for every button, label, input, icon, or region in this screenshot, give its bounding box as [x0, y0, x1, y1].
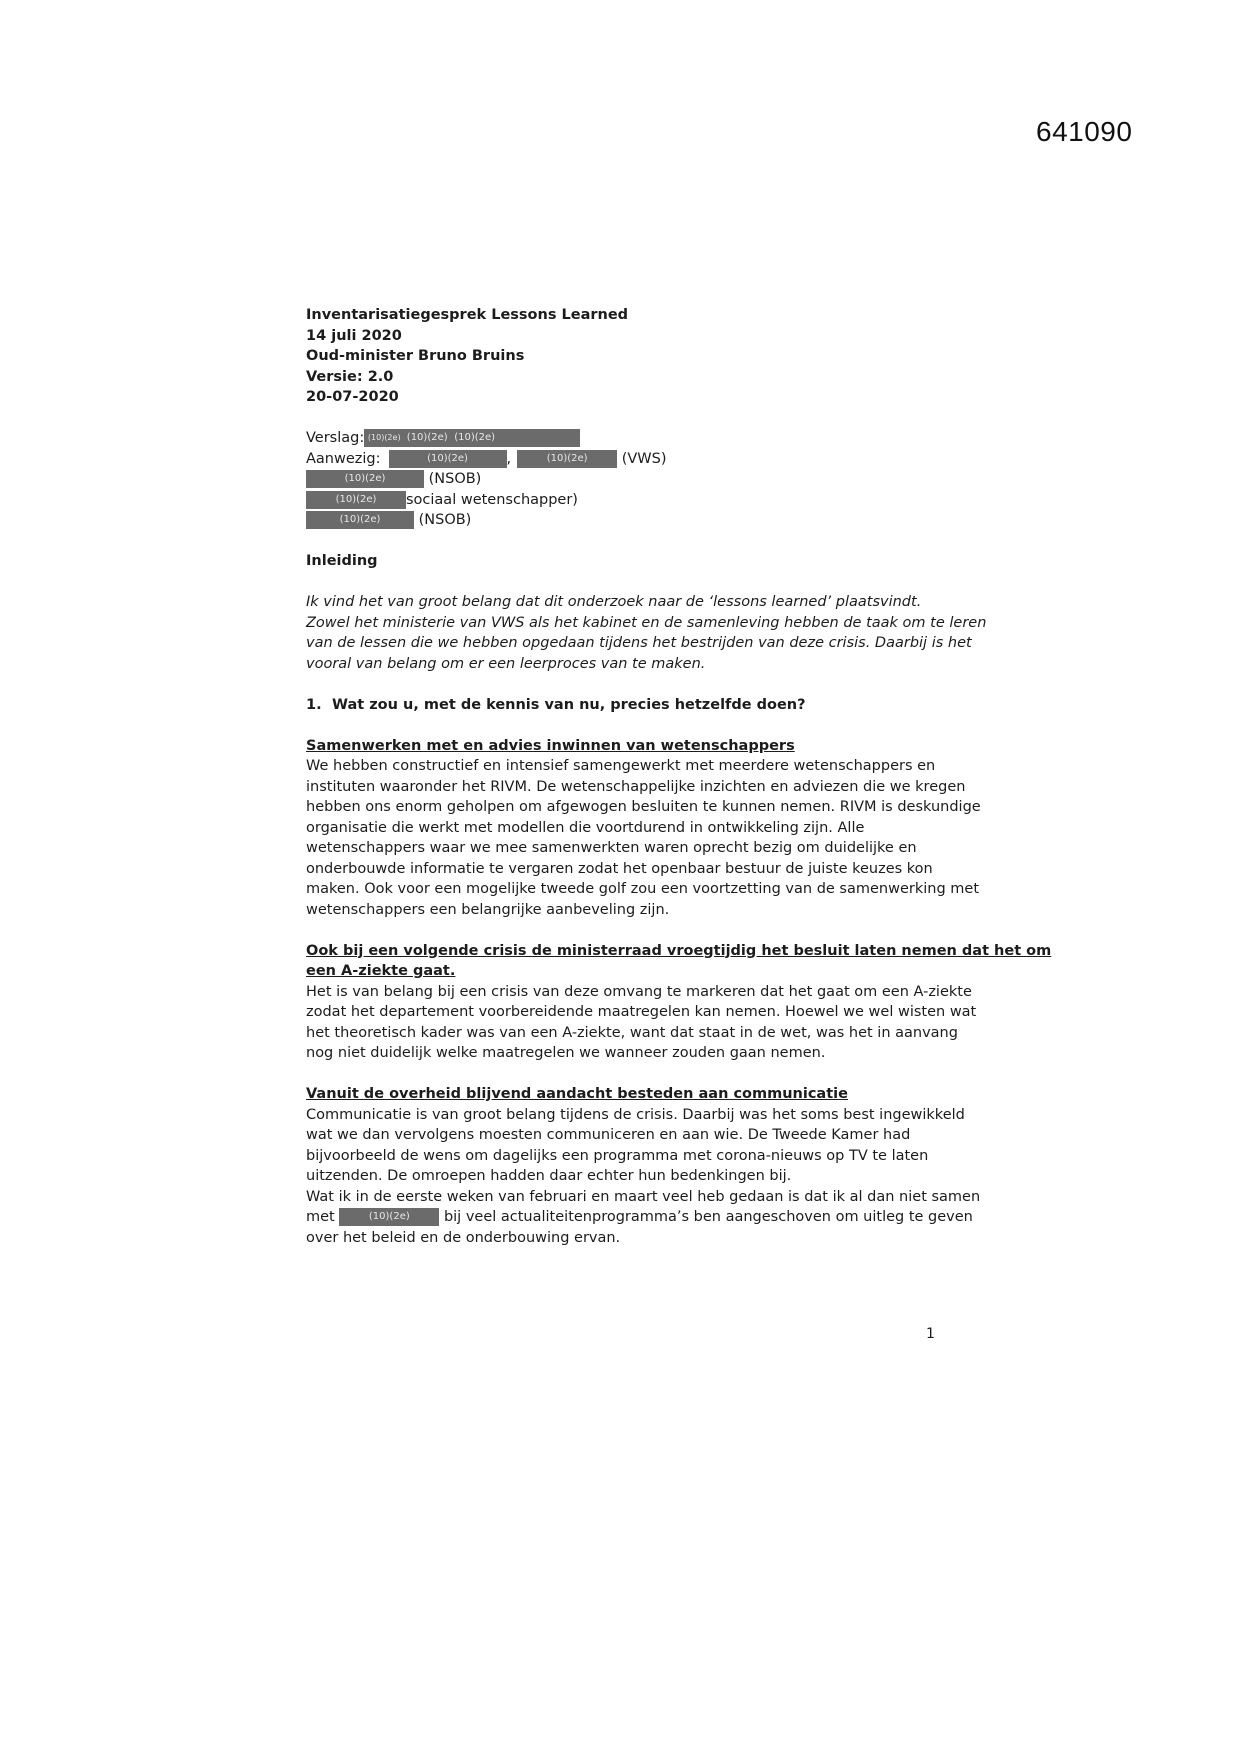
aanwezig-label: Aanwezig: — [306, 450, 381, 467]
sociaal-label: sociaal wetenschapper) — [406, 491, 578, 508]
redaction-block: (10)(2e) — [389, 450, 507, 468]
paragraph-line: bijvoorbeeld de wens om dagelijks een programma met corona-nieuws op TV te laten — [306, 1147, 929, 1164]
doc-date: 14 juli 2020 — [306, 327, 402, 344]
intro-line: van de lessen die we hebben opgedaan tijdens het bestrijden van deze crisis. Daarbij is het — [306, 635, 972, 651]
paragraph-line: Wat ik in de eerste weken van februari en maart veel heb gedaan is dat ik al dan niet samen — [306, 1188, 981, 1205]
document-number: 641090 — [1036, 116, 1133, 147]
paragraph-line: organisatie die werkt met modellen die voortdurend in ontwikkeling zijn. Alle — [306, 819, 865, 836]
paragraph-line: instituten waaronder het RIVM. De wetenschappelijke inzichten en adviezen die we kregen — [306, 778, 966, 795]
intro-line: Ik vind het van groot belang dat dit onderzoek naar de ‘lessons learned’ plaatsvindt. — [306, 594, 922, 610]
paragraph-line: zodat het departement voorbereidende maatregelen kan nemen. Hoewel we wel wisten wat — [306, 1004, 977, 1020]
section-title: Ook bij een volgende crisis de ministerraad vroegtijdig het besluit laten nemen dat het om — [306, 942, 1052, 959]
question-text: Wat zou u, met de kennis van nu, precies hetzelfde doen? — [332, 696, 806, 713]
paragraph-line: wetenschappers waar we mee samenwerkten waren oprecht bezig om duidelijke en — [306, 840, 917, 856]
comma: , — [506, 450, 512, 467]
aanwezig-line — [306, 449, 946, 470]
paragraph-line — [306, 1207, 973, 1228]
doc-version: Versie: 2.0 — [306, 368, 394, 385]
verslag-label: Verslag: — [306, 430, 365, 446]
redaction-block: (10)(2e) — [339, 1208, 439, 1226]
paragraph-line: het theoretisch kader was van een A-ziekte, want dat staat in de wet, was het in aanvang — [306, 1024, 958, 1041]
redaction-block: (10)(2e) — [404, 429, 450, 447]
document-body — [306, 305, 1052, 1248]
vws-label: (VWS) — [621, 450, 667, 467]
paragraph-line: We hebben constructief en intensief samengewerkt met meerdere wetenschappers en — [306, 758, 936, 774]
paragraph-line: onderbouwde informatie te vergaren zodat het openbaar bestuur de juiste keuzes kon — [306, 860, 933, 877]
redaction-block: (10)(2e) — [306, 491, 406, 509]
text-fragment: met — [306, 1209, 335, 1225]
doc-version-date: 20-07-2020 — [306, 389, 399, 405]
section-title: een A-ziekte gaat. — [306, 963, 456, 979]
question-heading — [306, 695, 946, 716]
attendee-line — [306, 510, 946, 531]
nsob-label: (NSOB) — [428, 471, 482, 487]
paragraph-line: over het beleid en de onderbouwing ervan. — [306, 1229, 621, 1246]
text-fragment: bij veel actualiteitenprogramma’s ben aangeschoven om uitleg te geven — [443, 1209, 973, 1225]
intro-line: Zowel het ministerie van VWS als het kabinet en de samenleving hebben de taak om te leren — [306, 614, 987, 631]
intro-line: vooral van belang om er een leerproces van te maken. — [306, 655, 706, 672]
redaction-block: (10)(2e) — [364, 429, 404, 447]
paragraph-line: nog niet duidelijk welke maatregelen we wanneer zouden gaan nemen. — [306, 1045, 826, 1061]
page-number: 1 — [926, 1326, 935, 1342]
paragraph-line: maken. Ook voor een mogelijke tweede golf zou een voortzetting van de samenwerking met — [306, 881, 980, 897]
paragraph-line: uitzenden. De omroepen hadden daar echter hun bedenkingen bij. — [306, 1168, 792, 1184]
redaction-block: (10)(2e) — [450, 429, 580, 447]
redaction-block: (10)(2e) — [306, 470, 424, 488]
doc-person: Oud-minister Bruno Bruins — [306, 348, 525, 364]
redaction-block: (10)(2e) — [517, 450, 617, 468]
intro-heading: Inleiding — [306, 553, 378, 569]
question-number: 1. — [306, 696, 322, 713]
attendee-line — [306, 469, 946, 490]
redaction-block: (10)(2e) — [306, 511, 414, 529]
paragraph-line: wetenschappers een belangrijke aanbeveling zijn. — [306, 901, 670, 918]
section-title: Samenwerken met en advies inwinnen van wetenschappers — [306, 737, 795, 754]
paragraph-line: Communicatie is van groot belang tijdens de crisis. Daarbij was het soms best ingewikkeld — [306, 1106, 965, 1123]
paragraph-line: Het is van belang bij een crisis van deze omvang te markeren dat het gaat om een A-ziekte — [306, 983, 972, 1000]
verslag-line — [306, 428, 946, 449]
paragraph-line: hebben ons enorm geholpen om afgewogen besluiten te kunnen nemen. RIVM is deskundige — [306, 799, 981, 815]
section-title: Vanuit de overheid blijvend aandacht besteden aan communicatie — [306, 1086, 848, 1102]
nsob-label: (NSOB) — [418, 512, 472, 528]
doc-title: Inventarisatiegesprek Lessons Learned — [306, 307, 629, 323]
paragraph-line: wat we dan vervolgens moesten communiceren en aan wie. De Tweede Kamer had — [306, 1127, 911, 1143]
attendee-line — [306, 490, 946, 511]
